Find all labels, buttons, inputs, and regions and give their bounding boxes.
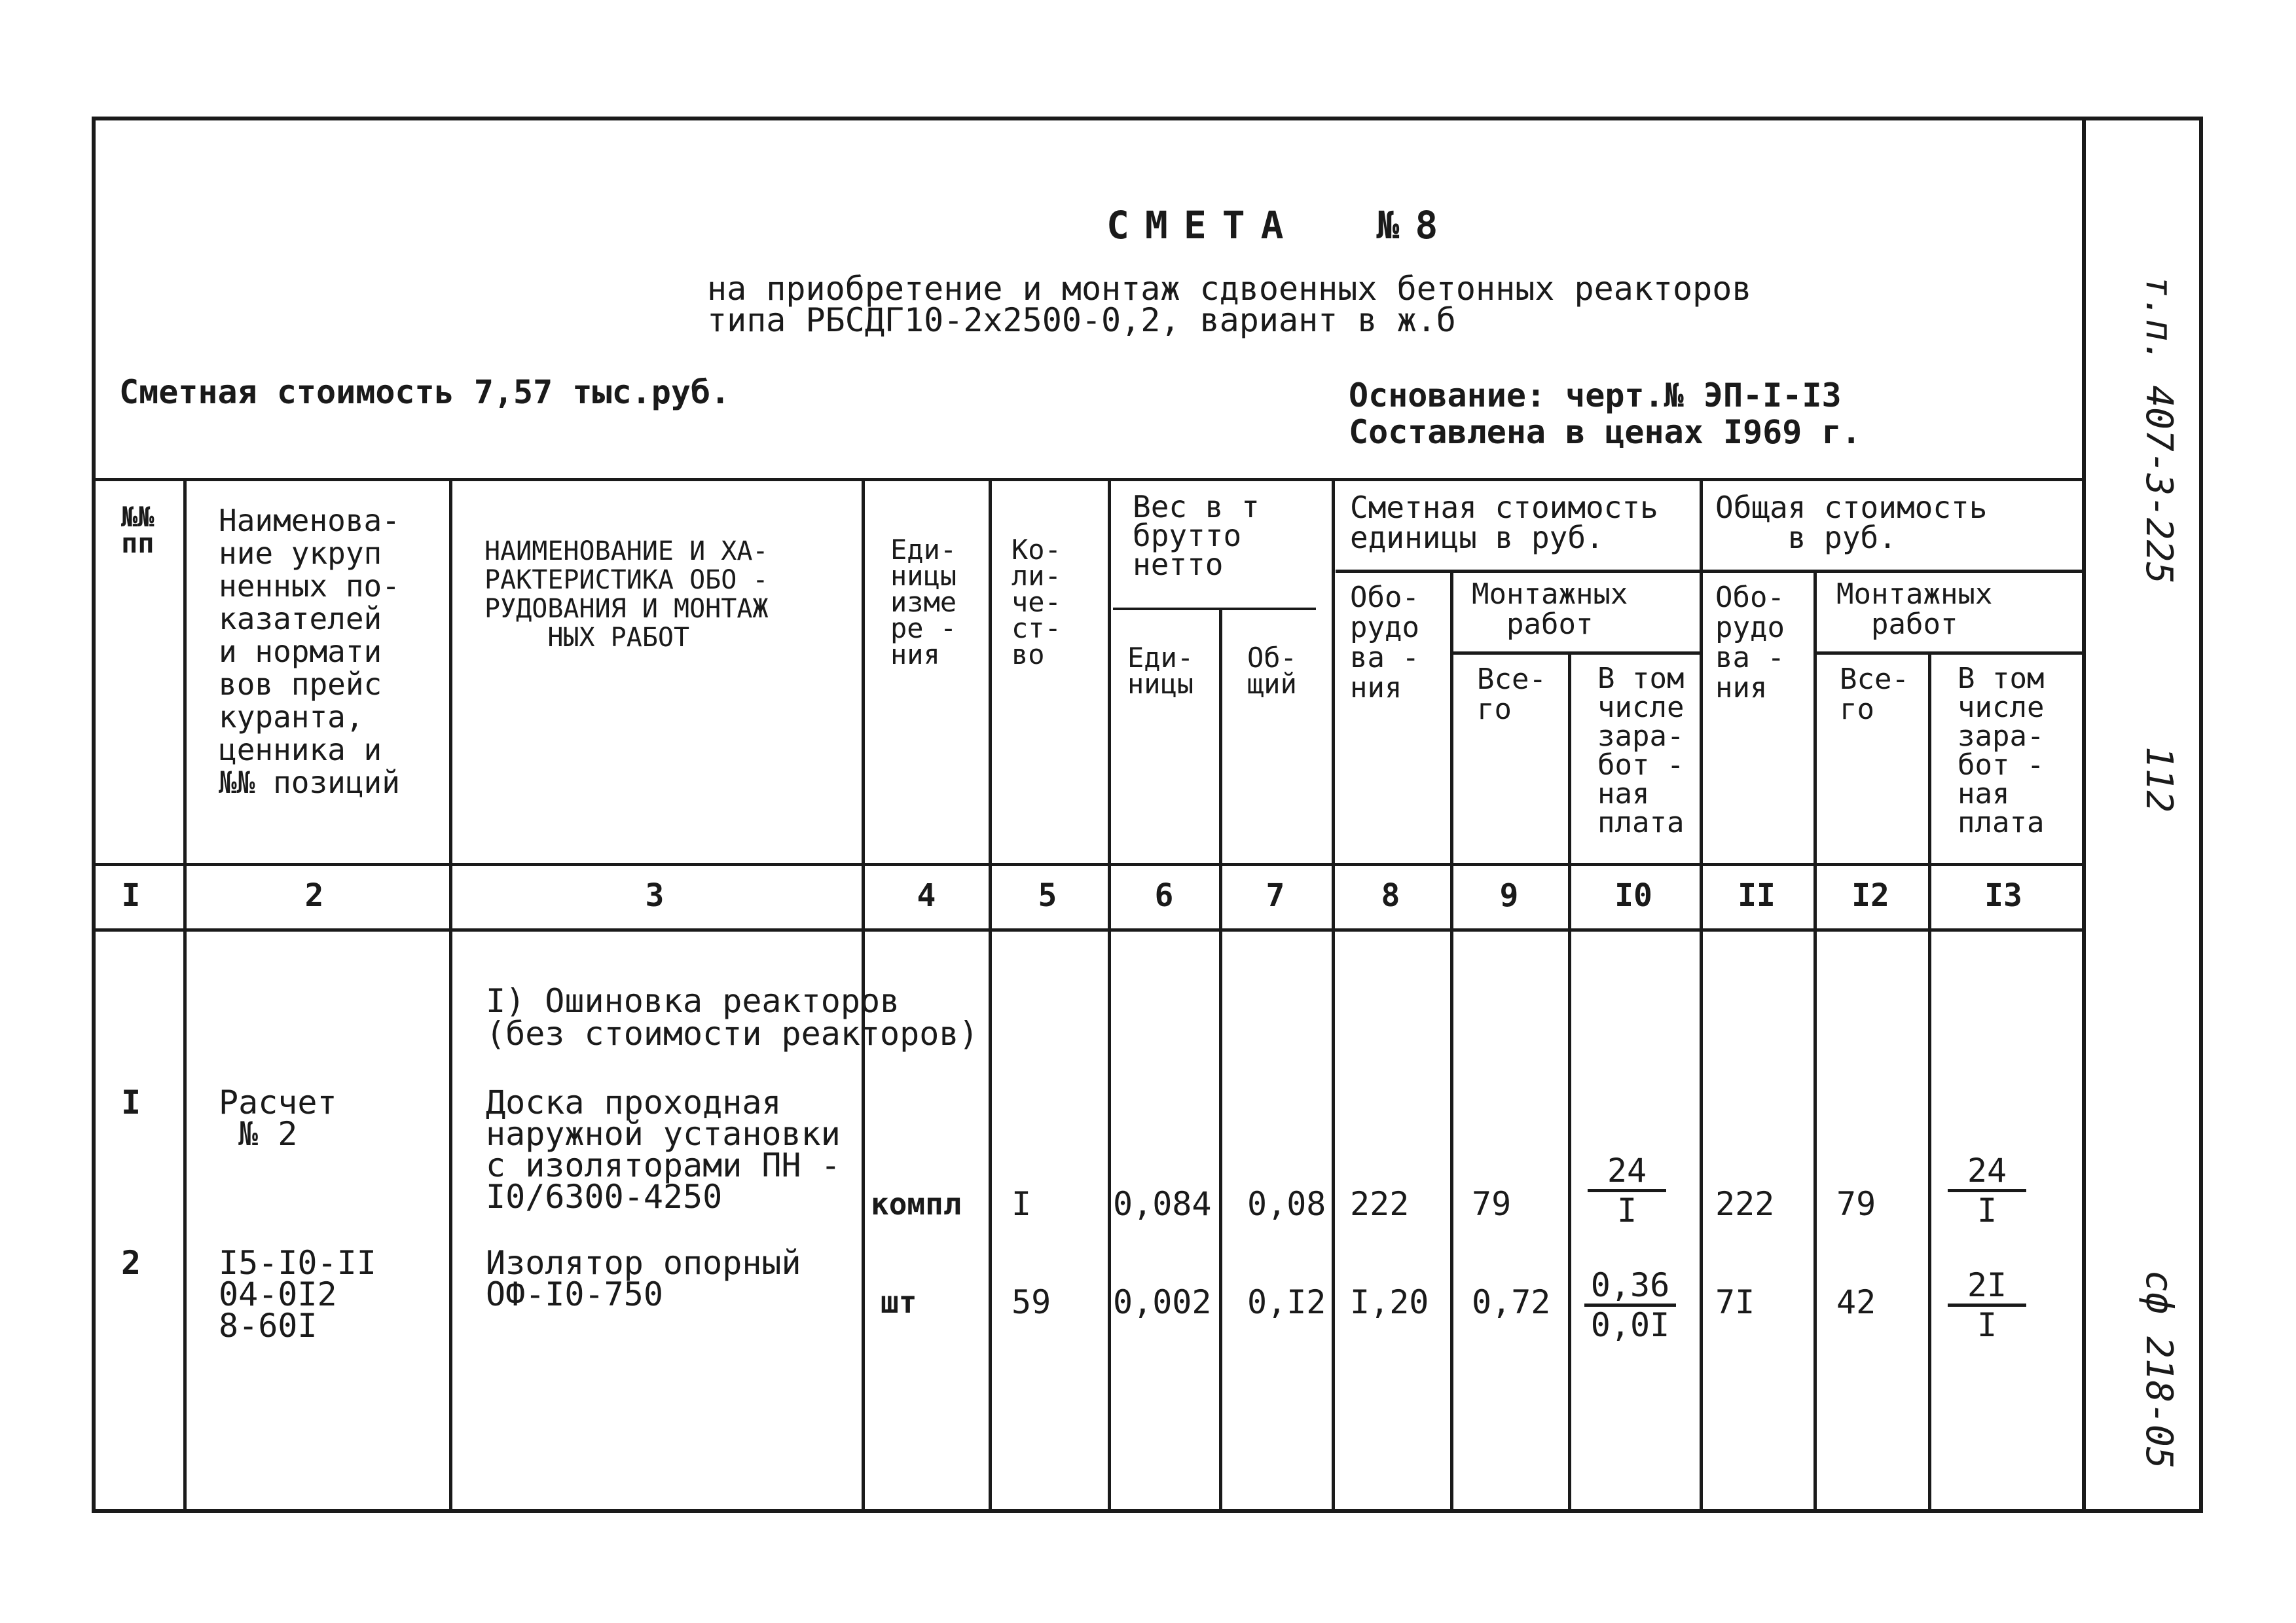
col-header-weight-unit: Еди- ницы bbox=[1127, 642, 1194, 700]
row-1-no: I bbox=[121, 1084, 141, 1122]
column-number-4: 4 bbox=[917, 877, 936, 914]
row-2-name: Изолятор опорный ОФ-I0-750 bbox=[486, 1244, 801, 1313]
cost-group-line bbox=[1336, 570, 2082, 573]
column-number-3: 3 bbox=[645, 877, 665, 914]
row-1-cost-incl-numerator: 24 bbox=[1588, 1152, 1666, 1192]
row-2-total-all: 42 bbox=[1836, 1283, 1876, 1321]
row-1-cost-incl-denominator: I bbox=[1616, 1192, 1637, 1230]
row-1-cost-incl bbox=[1588, 1152, 1666, 1229]
side-label-bottom: сф 218-05 bbox=[2138, 1270, 2180, 1469]
row-1-name: Доска проходная наружной установки с изоляторами ПН - I0/6300-4250 bbox=[486, 1084, 841, 1216]
col-header-qty: Ко- ли- че- ст- во bbox=[1011, 534, 1061, 670]
table-top-line bbox=[95, 478, 2082, 481]
row-1-total-equip: 222 bbox=[1715, 1185, 1775, 1223]
column-number-13: I3 bbox=[1984, 877, 2022, 914]
col-line-10 bbox=[1700, 478, 1703, 1512]
col-header-code: Наименова- ние укруп ненных по- казателей и нормати вов прейс куранта, ценника и №№ позиций bbox=[219, 503, 400, 800]
row-2-total-incl-numerator: 2I bbox=[1948, 1267, 2026, 1307]
row-1-total-incl-numerator: 24 bbox=[1948, 1152, 2026, 1192]
col-line-6 bbox=[1219, 609, 1222, 1512]
column-number-1: I bbox=[121, 877, 141, 914]
row-2-cost-equip: I,20 bbox=[1350, 1283, 1429, 1321]
page-title: СМЕТА №8 bbox=[1106, 203, 1454, 247]
row-2-no: 2 bbox=[121, 1244, 141, 1282]
row-2-total-incl-denominator: I bbox=[1977, 1306, 1997, 1344]
col-header-incl-1: В том числе зара- бот - ная плата bbox=[1597, 662, 1685, 839]
col-header-unit-cost: Сметная стоимость единицы в руб. bbox=[1350, 490, 1658, 555]
row-1-code: Расчет № 2 bbox=[219, 1084, 337, 1153]
row-1-cost-equip: 222 bbox=[1350, 1185, 1410, 1223]
header-bottom-line bbox=[95, 863, 2082, 866]
col-header-total-cost: Общая стоимость в руб. bbox=[1715, 490, 1988, 555]
row-2-unit: шт bbox=[881, 1285, 917, 1320]
side-strip-divider bbox=[2082, 117, 2086, 1513]
col-line-8 bbox=[1450, 570, 1453, 1512]
row-2-cost-incl-numerator: 0,36 bbox=[1584, 1267, 1676, 1307]
side-label-middle: 112 bbox=[2138, 746, 2180, 813]
col-header-mount-1: Монтажных работ bbox=[1472, 577, 1628, 641]
col-header-name: НАИМЕНОВАНИЕ И ХА- РАКТЕРИСТИКА ОБО - РУДОВАНИЯ И МОНТАЖ НЫХ РАБОТ bbox=[484, 536, 769, 653]
estimated-cost: Сметная стоимость 7,57 тыс.руб. bbox=[119, 373, 731, 411]
col-line-1 bbox=[183, 478, 187, 1512]
col-header-all-2: Все- го bbox=[1840, 663, 1909, 726]
col-line-4 bbox=[989, 478, 992, 1512]
row-2-code: I5-I0-II 04-0I2 8-60I bbox=[219, 1244, 376, 1345]
column-number-8: 8 bbox=[1381, 877, 1400, 914]
row-2-total-incl bbox=[1948, 1267, 2026, 1343]
row-2-total-equip: 7I bbox=[1715, 1283, 1755, 1321]
row-1-cost-all: 79 bbox=[1472, 1185, 1512, 1223]
weight-group-line bbox=[1113, 608, 1316, 610]
col-line-5 bbox=[1108, 478, 1111, 1512]
col-header-incl-2: В том числе зара- бот - ная плата bbox=[1958, 662, 2045, 839]
row-1-weight-total: 0,08 bbox=[1247, 1185, 1326, 1223]
subtitle-line-1: на приобретение и монтаж сдвоенных бетонных реакторов bbox=[707, 270, 1752, 308]
col-line-11 bbox=[1813, 570, 1817, 1512]
col-header-no: №№ пп bbox=[121, 501, 155, 559]
row-1-unit: компл bbox=[871, 1186, 962, 1222]
number-row-line bbox=[95, 928, 2082, 932]
row-1-total-incl-denominator: I bbox=[1977, 1192, 1997, 1230]
section-subheading: (без стоимости реакторов) bbox=[486, 1015, 979, 1053]
row-2-weight-unit: 0,002 bbox=[1113, 1283, 1212, 1321]
row-2-qty: 59 bbox=[1011, 1283, 1051, 1321]
column-number-10: I0 bbox=[1614, 877, 1652, 914]
col-header-weight-total: Об- щий bbox=[1247, 642, 1297, 700]
row-2-weight-total: 0,I2 bbox=[1247, 1283, 1326, 1321]
column-number-7: 7 bbox=[1266, 877, 1285, 914]
col-header-unit: Еди- ницы изме ре - ния bbox=[890, 534, 957, 670]
row-2-cost-incl-denominator: 0,0I bbox=[1590, 1306, 1670, 1344]
column-number-5: 5 bbox=[1038, 877, 1057, 914]
column-number-11: II bbox=[1738, 877, 1776, 914]
row-1-weight-unit: 0,084 bbox=[1113, 1185, 1212, 1223]
col-header-equip-2: Обо- рудо ва - ния bbox=[1715, 581, 1785, 704]
col-line-12 bbox=[1928, 651, 1931, 1512]
basis-line-1: Основание: черт.№ ЭП-I-I3 bbox=[1349, 376, 1842, 414]
mount-group-line-1 bbox=[1453, 651, 1702, 655]
mount-group-line-2 bbox=[1817, 651, 2082, 655]
subtitle-line-2: типа РБСДГ10-2х2500-0,2, вариант в ж.б bbox=[707, 301, 1456, 339]
col-header-equip-1: Обо- рудо ва - ния bbox=[1350, 581, 1419, 704]
col-header-all-1: Все- го bbox=[1477, 663, 1546, 726]
row-2-cost-incl bbox=[1584, 1267, 1676, 1343]
section-heading: I) Ошиновка реакторов bbox=[486, 982, 900, 1020]
row-2-cost-all: 0,72 bbox=[1472, 1283, 1551, 1321]
basis-line-2: Составлена в ценах I969 г. bbox=[1349, 413, 1861, 451]
column-number-12: I2 bbox=[1851, 877, 1889, 914]
col-line-2 bbox=[449, 478, 452, 1512]
row-1-total-incl bbox=[1948, 1152, 2026, 1229]
col-line-7 bbox=[1332, 478, 1335, 1512]
col-line-9 bbox=[1568, 651, 1571, 1512]
col-header-weight: Вес в т брутто нетто bbox=[1133, 489, 1260, 582]
column-number-6: 6 bbox=[1154, 877, 1174, 914]
col-header-mount-2: Монтажных работ bbox=[1836, 577, 1993, 641]
row-1-total-all: 79 bbox=[1836, 1185, 1876, 1223]
side-label-top: т.п. 407-3-225 bbox=[2138, 275, 2180, 585]
row-1-qty: I bbox=[1011, 1185, 1032, 1223]
column-number-9: 9 bbox=[1499, 877, 1519, 914]
column-number-2: 2 bbox=[304, 877, 324, 914]
